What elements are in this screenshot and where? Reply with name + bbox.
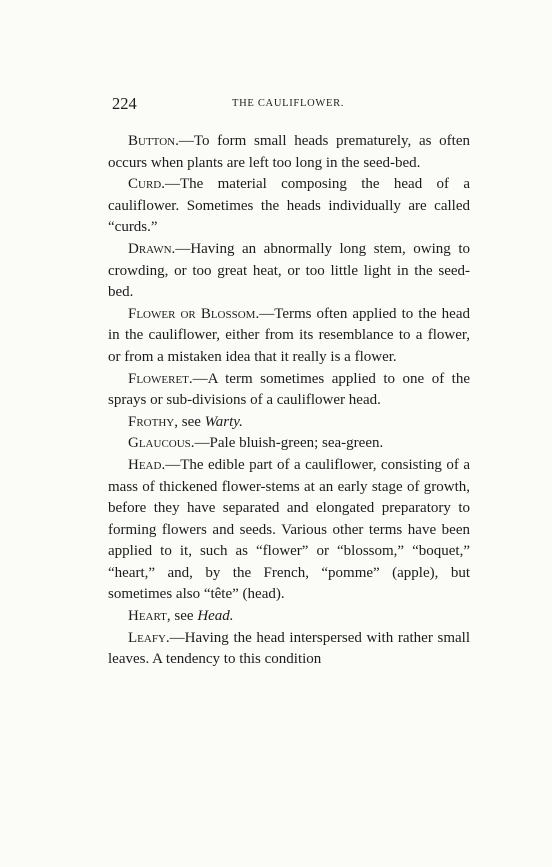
entry-text: —The edible part of a cauliflower, consisting of a mass of thickened flower-stems at an early stage of growth, before they have separated and elongated preparatory to forming flowers and seeds. Various other terms have been applied to it, such as “flower” or “blossom,” “boquet,” “heart,” and, by the French, “pomme” (apple), but sometimes also “tête” (head). bbox=[108, 456, 470, 603]
entry-text: —To form small heads prematurely, as often occurs when plants are left too long in the seed-bed. bbox=[108, 133, 470, 171]
glossary-entry-flower-or-blossom bbox=[108, 304, 470, 369]
entry-term: Drawn. bbox=[128, 240, 176, 257]
glossary-entry-heart bbox=[108, 606, 470, 628]
entry-term: Curd. bbox=[128, 176, 165, 193]
glossary-entry-frothy bbox=[108, 412, 470, 434]
glossary-entry-glaucous bbox=[108, 433, 470, 455]
entry-term: Leafy. bbox=[128, 629, 170, 646]
entry-text: —Terms often applied to the head in the cauliflower, either from its resemblance to a flower, or from a mistaken idea that it really is a flower. bbox=[108, 305, 470, 365]
cross-reference: Head. bbox=[197, 608, 234, 625]
entry-text: —The material composing the head of a cauliflower. Sometimes the heads individually are called “curds.” bbox=[108, 176, 470, 236]
entry-text: —Pale bluish-green; sea-green. bbox=[194, 435, 384, 452]
running-title: THE CAULIFLOWER. bbox=[232, 98, 345, 109]
entry-term: Button. bbox=[128, 133, 179, 149]
glossary-entry-floweret bbox=[108, 369, 470, 412]
entry-text: —Having the head interspersed with rather small leaves. A tendency to this condition bbox=[108, 629, 470, 668]
glossary-entry-curd bbox=[108, 174, 470, 239]
entry-text: —A term sometimes applied to one of the sprays or sub-divisions of a cauliflower head. bbox=[108, 370, 470, 409]
entry-term: Glaucous. bbox=[128, 435, 195, 452]
entry-text: —Having an abnormally long stem, owing to crowding, or too great heat, or too little light in the seed-bed. bbox=[108, 240, 470, 301]
entry-text: , see bbox=[174, 413, 205, 430]
glossary-entry-head bbox=[108, 455, 470, 606]
page-header bbox=[112, 94, 472, 116]
entry-term: Flower or Blossom. bbox=[128, 305, 260, 322]
entry-term: Heart bbox=[128, 608, 167, 625]
page-number: 224 bbox=[112, 94, 137, 113]
glossary-entry-button bbox=[108, 131, 470, 174]
entry-term: Floweret. bbox=[128, 370, 193, 387]
entry-term: Frothy bbox=[128, 413, 175, 430]
glossary-entry-leafy bbox=[108, 628, 470, 671]
cross-reference: Warty. bbox=[204, 413, 243, 430]
entry-term: Head. bbox=[128, 456, 166, 473]
glossary-entry-drawn bbox=[108, 239, 470, 304]
glossary-body bbox=[108, 131, 470, 671]
entry-text: , see bbox=[166, 608, 198, 625]
